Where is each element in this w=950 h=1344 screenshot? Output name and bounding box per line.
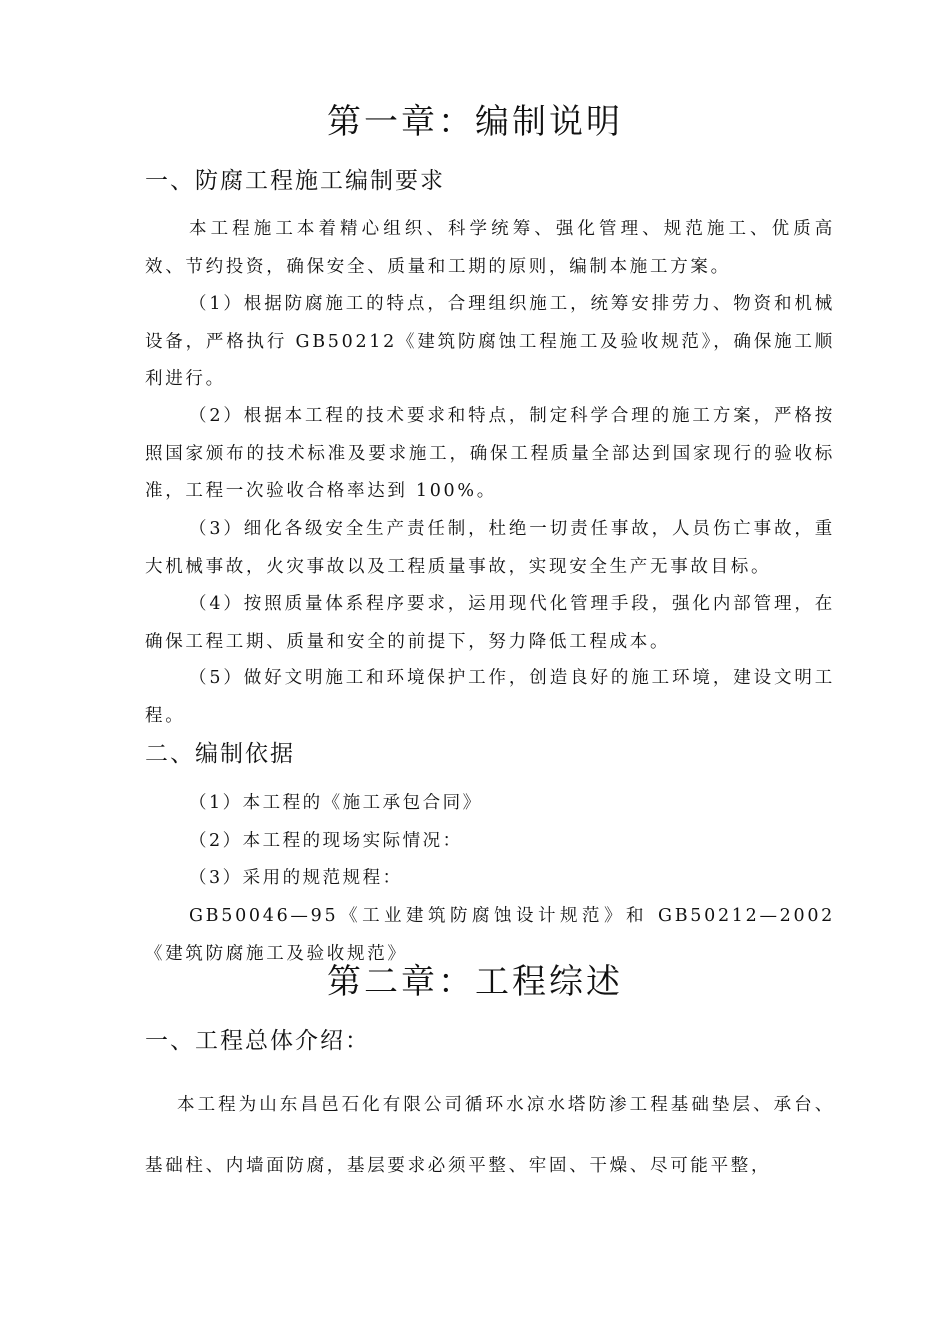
paragraph-item-3: （3）细化各级安全生产责任制，杜绝一切责任事故，人员伤亡事故，重大机械事故，火灾事故以及工程质量事故，实现安全生产无事故目标。 (145, 519, 835, 577)
section-heading-basis: 二、编制依据 (145, 741, 295, 767)
section-heading-overview: 一、工程总体介绍： (145, 1028, 370, 1054)
paragraph-project-overview: 本工程为山东昌邑石化有限公司循环水凉水塔防渗工程基础垫层、承台、基础柱、内墙面防腐，基层要求必须平整、牢固、干燥、尽可能平整， (145, 1095, 835, 1176)
paragraph-item-2: （2）根据本工程的技术要求和特点，制定科学合理的施工方案，严格按照国家颁布的技术标准及要求施工，确保工程质量全部达到国家现行的验收标准，工程一次验收合格率达到 100%。 (145, 406, 835, 501)
chapter-2-title: 第二章：工程综述 (327, 962, 623, 1002)
basis-item-1: （1）本工程的《施工承包合同》 (189, 793, 483, 813)
section-heading-requirements: 一、防腐工程施工编制要求 (145, 168, 445, 194)
paragraph-item-5: （5）做好文明施工和环境保护工作，创造良好的施工环境，建设文明工程。 (145, 668, 835, 726)
chapter-1-title: 第一章：编制说明 (327, 102, 623, 142)
paragraph-item-4: （4）按照质量体系程序要求，运用现代化管理手段，强化内部管理，在确保工程工期、质量和安全的前提下，努力降低工程成本。 (145, 594, 835, 652)
basis-item-3: （3）采用的规范规程： (189, 868, 403, 888)
basis-item-2: （2）本工程的现场实际情况： (189, 831, 463, 851)
paragraph-standards: GB50046—95《工业建筑防腐蚀设计规范》和 GB50212—2002《建筑防腐施工及验收规范》 (145, 906, 835, 964)
paragraph-item-1: （1）根据防腐施工的特点，合理组织施工，统筹安排劳力、物资和机械设备，严格执行 GB50212《建筑防腐蚀工程施工及验收规范》，确保施工顺利进行。 (145, 294, 835, 389)
paragraph-principles: 本工程施工本着精心组织、科学统筹、强化管理、规范施工、优质高效、节约投资，确保安全、质量和工期的原则，编制本施工方案。 (145, 219, 835, 277)
